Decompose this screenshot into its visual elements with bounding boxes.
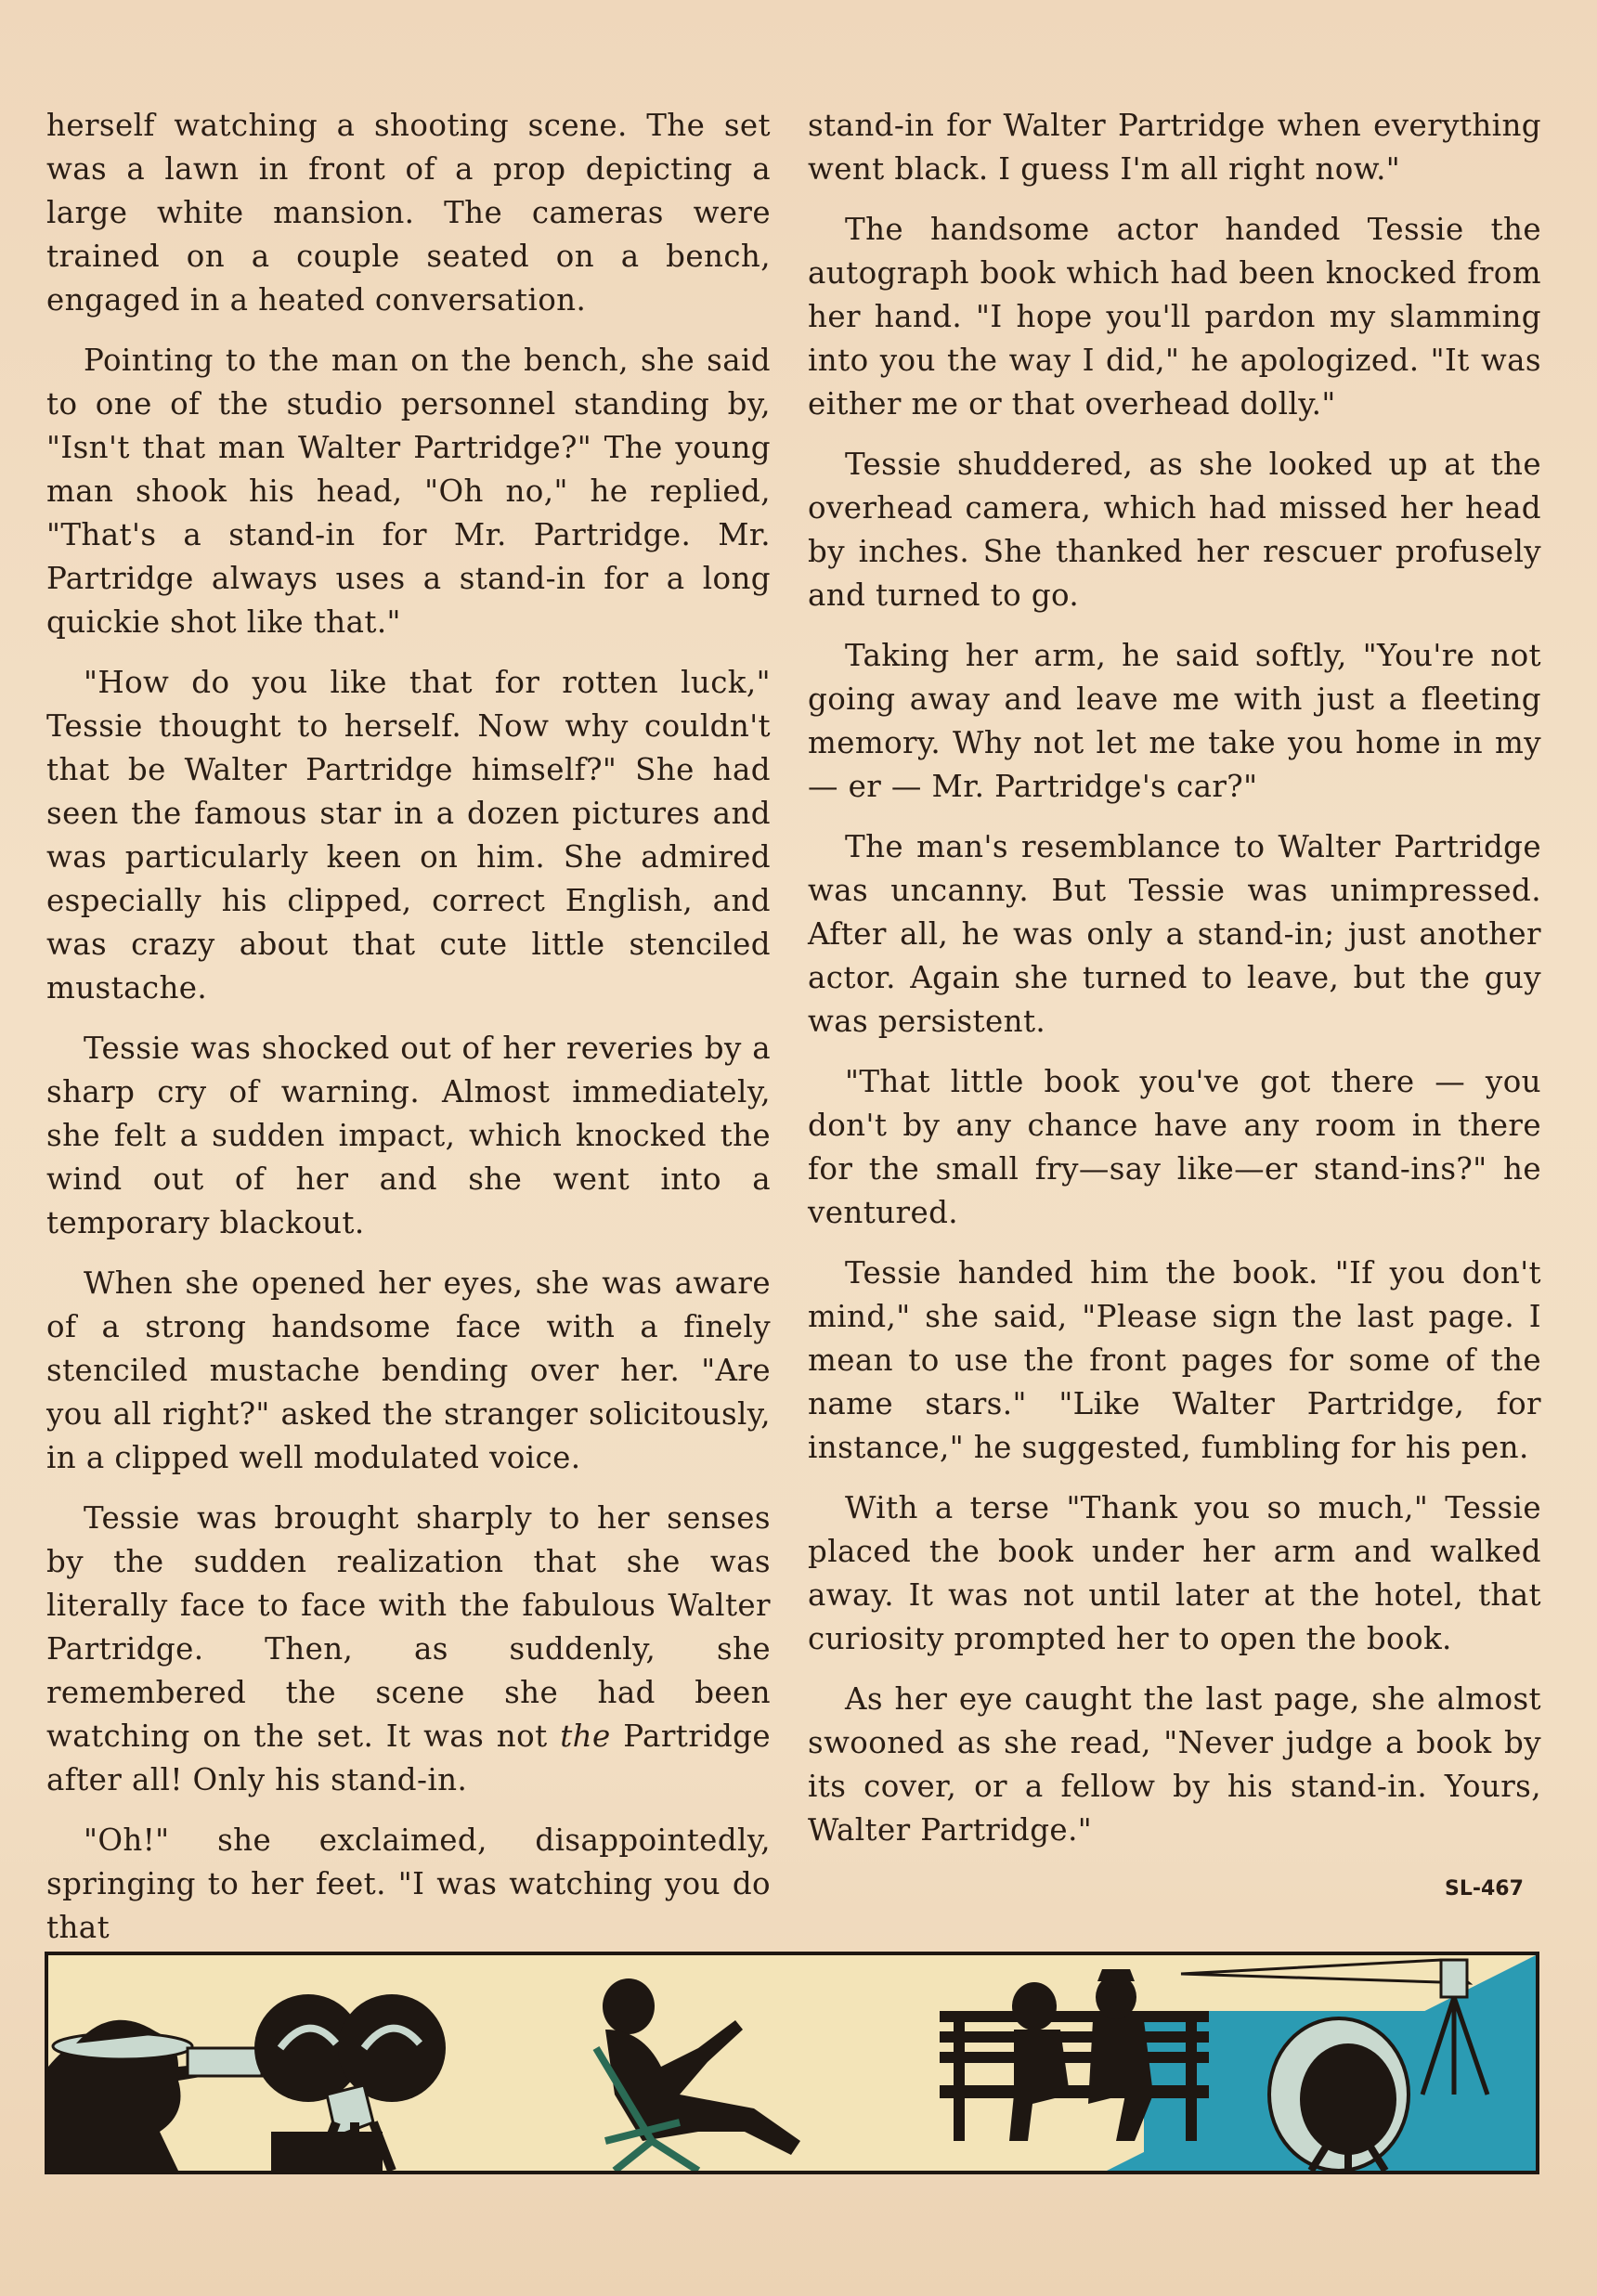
film-set-silhouettes — [48, 1955, 1536, 2171]
paragraph: Tessie shuddered, as she looked up at the overhead camera, which had missed her head by inches. She thanked her rescuer profusely and turned to go. — [808, 447, 1541, 613]
paragraph: Pointing to the man on the bench, she said to one of the studio personnel standing by, "Isn't that man Walter Partridge?" The young man shook his head, "Oh no," he replied, "That's a stand-in for Mr. Partridge. Mr. Partridge always uses a stand-in for a long quickie shot like that." — [46, 343, 771, 640]
director-silhouette — [596, 1978, 800, 2171]
right-column — [808, 104, 1541, 1869]
paragraph: herself watching a shooting scene. The set was a lawn in front of a prop depicting a large white mansion. The cameras were trained on a couple seated on a bench, engaged in a heated conversation. — [46, 108, 771, 318]
illustration-strip — [45, 1952, 1539, 2174]
cameraman-silhouette — [48, 2020, 206, 2171]
paragraph — [46, 1497, 771, 1802]
italic-word: the — [560, 1719, 611, 1754]
paragraph: As her eye caught the last page, she almost swooned as she read, "Never judge a book by its cover, or a fellow by his stand-in. Yours, Walter Partridge." — [808, 1681, 1541, 1848]
paragraph: stand-in for Walter Partridge when everything went black. I guess I'm all right now." — [808, 108, 1541, 187]
paragraph: Taking her arm, he said softly, "You're not going away and leave me with just a fleeting memory. Why not let me take you home in my — er — Mr. Partridge's car?" — [808, 638, 1541, 804]
paragraph: With a terse "Thank you so much," Tessie placed the book under her arm and walked away. It was not until later at the hotel, that curiosity prompted her to open the book. — [808, 1490, 1541, 1656]
movie-camera-icon — [188, 1994, 446, 2171]
paragraph: "Oh!" she exclaimed, disappointedly, springing to her feet. "I was watching you do that — [46, 1823, 771, 1945]
left-column — [46, 104, 771, 1966]
paragraph: Tessie was shocked out of her reveries by a sharp cry of warning. Almost immediately, she felt a sudden impact, which knocked the wind out of her and she went into a temporary blackout. — [46, 1031, 771, 1240]
paragraph: The man's resemblance to Walter Partridge was uncanny. But Tessie was unimpressed. After all, he was only a stand-in; just another actor. Again she turned to leave, but the guy was persistent. — [808, 829, 1541, 1039]
paragraph-text: Partridge after all! Only his stand-in. — [46, 1719, 771, 1797]
paragraph: "That little book you've got there — you don't by any chance have any room in there for the small fry—say like—er stand-ins?" he ventured. — [808, 1064, 1541, 1230]
paragraph: The handsome actor handed Tessie the autograph book which had been knocked from her hand. "I hope you'll pardon my slamming into you the way I did," he apologized. "It was either me or that overhead dolly." — [808, 212, 1541, 422]
paragraph: Tessie handed him the book. "If you don't mind," she said, "Please sign the last page. I mean to use the front pages for some of the name stars." "Like Walter Partridge, for instance," he suggested, fumbling for his pen. — [808, 1255, 1541, 1465]
paragraph: "How do you like that for rotten luck," Tessie thought to herself. Now why couldn't that be Walter Partridge himself?" She had seen the famous star in a dozen pictures and was particularly keen on him. She admired especially his clipped, correct English, and was crazy about that cute little stenciled mustache. — [46, 665, 771, 1005]
story-code: SL-467 — [1445, 1877, 1524, 1900]
paragraph: When she opened her eyes, she was aware of a strong handsome face with a finely stenciled mustache bending over her. "Are you all right?" asked the stranger solicitously, in a clipped well modulated voice. — [46, 1265, 771, 1475]
paragraph-text: Tessie was brought sharply to her senses by the sudden realization that she was literally face to face with the fabulous Walter Partridge. Then, as suddenly, she remembered the scene she had been watching on the set. It was not — [46, 1500, 771, 1754]
